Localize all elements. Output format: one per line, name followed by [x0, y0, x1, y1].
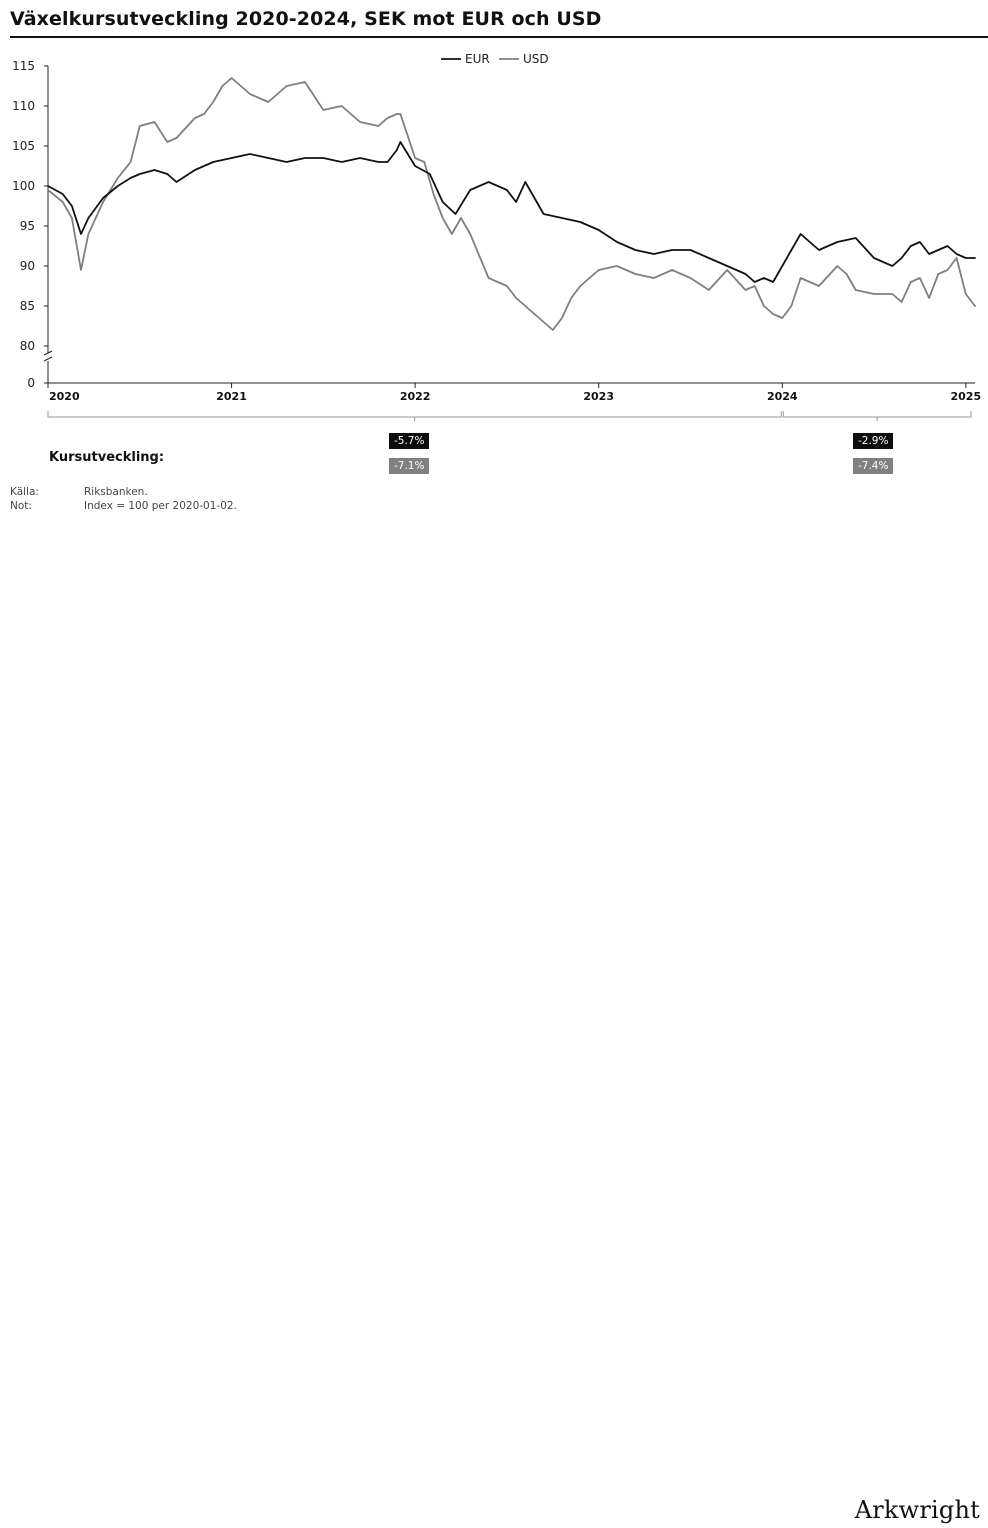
y-tick-label: 90	[19, 259, 35, 273]
badge-usd-period-1: -7.1%	[389, 458, 429, 474]
exchange-rate-chart	[0, 40, 988, 440]
title-divider	[10, 36, 988, 38]
legend-label-eur: EUR	[465, 52, 490, 66]
brand-logo: Arkwright	[854, 1496, 980, 1524]
chart-axes	[44, 66, 975, 383]
y-tick-label: 105	[12, 139, 35, 153]
series-line-usd	[48, 78, 975, 330]
x-tick-label: 2022	[399, 390, 431, 403]
x-tick-label: 2021	[216, 390, 247, 403]
x-tick-label: 2023	[583, 390, 615, 403]
note-value: Index = 100 per 2020-01-02.	[84, 500, 237, 512]
chart-legend	[441, 52, 549, 66]
y-axis-ticks	[12, 59, 48, 390]
y-tick-label: 85	[19, 299, 35, 313]
chart-title: Växelkursutveckling 2020-2024, SEK mot EUR och USD	[10, 8, 602, 30]
axis-break-mark-2	[44, 357, 52, 361]
badge-usd-period-2: -7.4%	[853, 458, 893, 474]
x-tick-label: 2025	[950, 390, 982, 403]
x-axis-ticks	[48, 383, 981, 403]
bracket-2024-2025	[783, 411, 971, 421]
source-label: Källa:	[10, 486, 39, 498]
y-tick-label: 100	[12, 179, 35, 193]
badge-eur-period-2: -2.9%	[853, 433, 893, 449]
series-line-eur	[48, 142, 975, 282]
performance-label: Kursutveckling:	[49, 450, 165, 465]
period-brackets	[48, 411, 971, 421]
y-tick-label: 0	[27, 376, 35, 390]
bracket-2020-2024	[48, 411, 781, 421]
chart-series	[48, 78, 975, 330]
source-value: Riksbanken.	[84, 486, 148, 498]
y-tick-label: 115	[12, 59, 35, 73]
y-tick-label: 80	[19, 339, 35, 353]
legend-label-usd: USD	[523, 52, 549, 66]
badge-eur-period-1: -5.7%	[389, 433, 429, 449]
x-tick-label: 2024	[766, 390, 798, 403]
note-label: Not:	[10, 500, 32, 512]
y-tick-label: 95	[19, 219, 35, 233]
y-tick-label: 110	[12, 99, 35, 113]
x-tick-label: 2020	[49, 390, 80, 403]
